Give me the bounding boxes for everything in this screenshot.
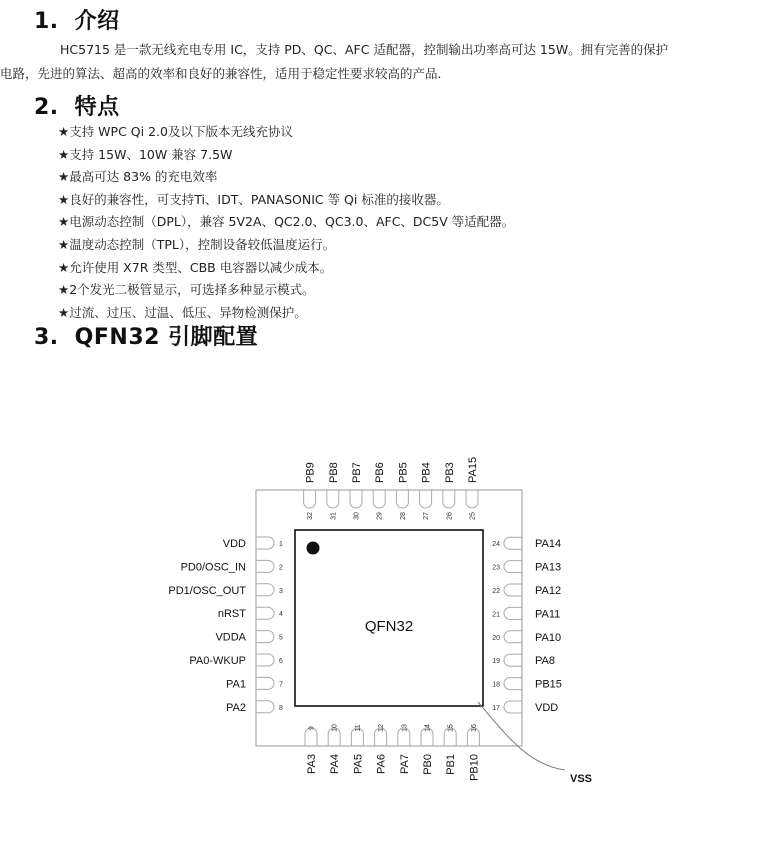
feature-item: ★允许使用 X7R 类型、CBB 电容器以减少成本。 — [58, 259, 333, 275]
pin-label: PA1 — [226, 678, 246, 691]
pin-pad — [256, 677, 274, 689]
pin-number: 28 — [399, 512, 407, 520]
intro-line-1: HC5715 是一款无线充电专用 IC，支持 PD、QC、AFC 适配器，控制输出功率高可达 15W。拥有完善的保护 — [60, 42, 669, 57]
pin-label: PA10 — [535, 631, 562, 644]
pin-pad — [420, 490, 432, 508]
pin-label: nRST — [217, 608, 246, 621]
pin-pad — [304, 490, 316, 508]
pin-number: 16 — [470, 724, 478, 732]
pin-pad — [504, 561, 522, 573]
pin-label: PD0/OSC_IN — [180, 561, 246, 574]
section-2-number: 2. — [34, 95, 59, 120]
pin-label: PB3 — [443, 462, 456, 483]
pin-pad — [256, 607, 274, 619]
feature-item: ★支持 WPC Qi 2.0及以下版本无线充协议 — [58, 124, 293, 139]
pin-number: 18 — [492, 681, 500, 689]
feature-item: ★最高可达 83% 的充电效率 — [58, 169, 218, 185]
pin-number: 14 — [424, 724, 432, 732]
pin-label: PB1 — [445, 754, 458, 775]
pin-number: 12 — [378, 724, 386, 732]
section-3-number: 3. — [34, 325, 59, 350]
pin-number: 10 — [331, 724, 339, 732]
pin-number: 9 — [308, 726, 316, 730]
feature-item: ★温度动态控制（TPL），控制设备较低温度运行。 — [58, 236, 336, 252]
pin-number: 25 — [469, 512, 477, 520]
pin-number: 26 — [446, 512, 454, 520]
pin-number: 29 — [376, 512, 384, 520]
pin-pad — [504, 678, 522, 690]
pin-pad — [256, 560, 274, 572]
pin1-marker-dot — [307, 542, 320, 555]
pin-label: VDDA — [215, 631, 246, 644]
pin-label: PB9 — [304, 462, 317, 483]
pin-number: 24 — [492, 541, 500, 549]
pin-number: 20 — [492, 634, 500, 642]
pin-number: 32 — [307, 512, 315, 520]
pin-label: PA14 — [535, 538, 562, 551]
pin-number: 23 — [492, 564, 500, 572]
pin-label: VDD — [222, 538, 246, 550]
section-3-title: QFN32 引脚配置 — [74, 325, 259, 350]
pin-number: 17 — [492, 705, 500, 712]
pin-label: PB6 — [374, 462, 387, 483]
feature-item: ★支持 15W、10W 兼容 7.5W — [58, 146, 233, 162]
pin-pad — [256, 537, 274, 549]
pin-label: PA6 — [375, 754, 388, 774]
pin-label: PA2 — [226, 701, 246, 714]
chip-label: QFN32 — [364, 618, 414, 635]
section-1-title: 介绍 — [74, 9, 120, 34]
pin-number: 2 — [279, 564, 283, 572]
pin-number: 6 — [279, 658, 283, 665]
section-2-title: 特点 — [74, 95, 120, 120]
pin-label: PD1/OSC_OUT — [168, 584, 246, 597]
pin-pad — [350, 490, 362, 508]
feature-item: ★2个发光二极管显示，可选择多种显示模式。 — [58, 282, 315, 298]
pin-label: PB7 — [351, 462, 363, 483]
pin-pad — [504, 701, 522, 713]
pin-label: PB0 — [422, 754, 434, 775]
pin-number: 3 — [279, 587, 283, 595]
pin-label: PB10 — [468, 754, 481, 781]
feature-item: ★过流、过压、过温、低压、异物检测保护。 — [58, 304, 307, 320]
pin-pad — [466, 490, 478, 508]
pin-pad — [504, 584, 522, 596]
pin-pad — [256, 701, 274, 713]
pin-number: 4 — [279, 611, 283, 619]
pin-label: PA12 — [535, 585, 562, 597]
pin-label: PA11 — [535, 608, 561, 621]
pin-number: 13 — [401, 724, 409, 732]
pin-number: 30 — [353, 512, 361, 520]
pin-label: PB8 — [327, 462, 340, 483]
pin-pad — [504, 654, 522, 666]
pin-label: PB15 — [535, 678, 562, 691]
pin-pad — [396, 490, 408, 508]
pin-pad — [373, 490, 385, 508]
pin-label: PA0-WKUP — [189, 655, 246, 667]
pin-number: 1 — [279, 541, 283, 548]
vss-label: VSS — [570, 773, 593, 785]
pin-label: PA15 — [467, 456, 479, 483]
pin-pad — [256, 654, 274, 666]
pin-label: PA5 — [352, 754, 365, 774]
pin-label: PA13 — [535, 561, 562, 574]
pin-label: PA3 — [306, 754, 318, 774]
pin-pad — [504, 537, 522, 549]
pin-number: 22 — [492, 588, 500, 595]
pin-number: 15 — [447, 724, 455, 732]
pin-pad — [256, 584, 274, 596]
pin-pad — [504, 631, 522, 643]
pin-number: 5 — [279, 634, 283, 642]
pin-number: 8 — [279, 704, 283, 712]
pin-label: PB5 — [397, 462, 410, 483]
pin-pad — [504, 607, 522, 619]
pin-number: 31 — [330, 512, 338, 520]
pin-label: PB4 — [420, 462, 433, 483]
pin-pad — [256, 631, 274, 643]
pin-label: PA4 — [329, 754, 342, 774]
pin-number: 7 — [279, 681, 283, 689]
pin-number: 27 — [423, 512, 431, 520]
feature-item: ★良好的兼容性，可支持Ti、IDT、PANASONIC 等 Qi 标准的接收器。 — [58, 191, 449, 207]
pin-label: VDD — [535, 702, 559, 714]
pin-number: 19 — [492, 658, 500, 666]
intro-line-2: 电路，先进的算法、超高的效率和良好的兼容性，适用于稳定性要求较高的产品. — [0, 66, 442, 81]
pin-number: 11 — [354, 724, 362, 732]
pin-pad — [443, 490, 455, 508]
pin-label: PA7 — [398, 754, 411, 774]
pin-label: PA8 — [535, 655, 555, 668]
section-1-number: 1. — [34, 9, 59, 34]
pin-pad — [327, 490, 339, 508]
pin-number: 21 — [492, 611, 500, 619]
feature-item: ★电源动态控制（DPL），兼容 5V2A、QC2.0、QC3.0、AFC、DC5V 等适配器。 — [58, 214, 515, 230]
